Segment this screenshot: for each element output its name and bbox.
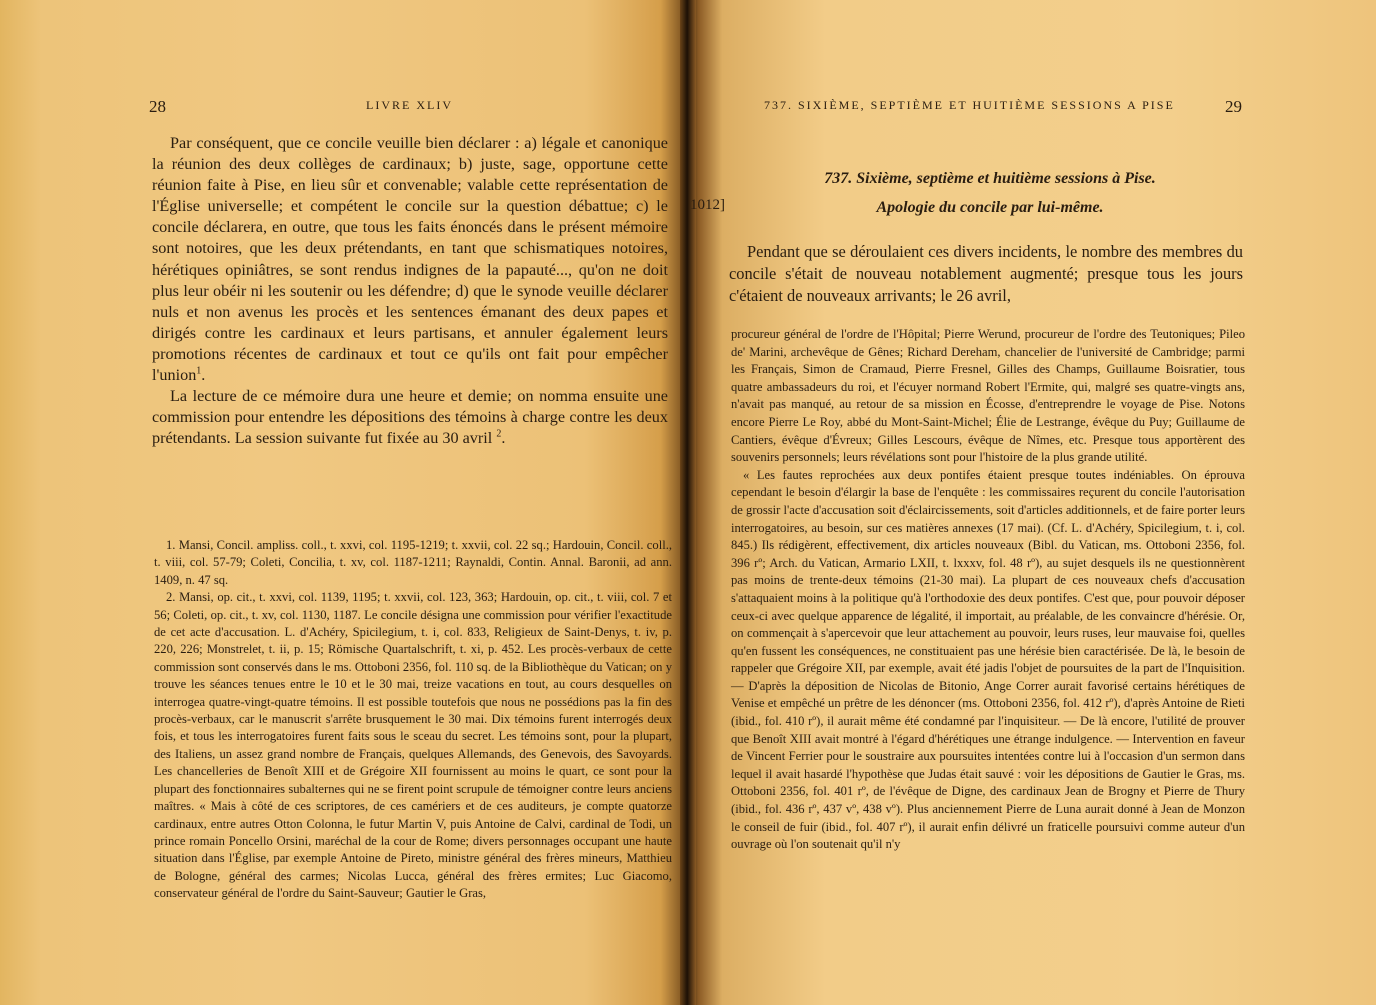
left-body-paragraph-1: Par conséquent, que ce concile veuille bien déclarer : a) légale et canonique la réunion des deux collèges de cardinaux; b) juste, sage, opportune cette réunion faite à Pise, en lieu sûr et convenable; valable cette représentation de l'Église universelle; et compétent le concile sur la question débattue; c) le concile déclarera, en outre, que tous les faits énoncés dans le présent mémoire sont notoires, que les deux prétendants, en tant que schismatiques notoires, hérétiques opiniâtres, se sont rendus indignes de la papauté..., qu'on ne doit plus leur obéir ni les soutenir ou les défendre; d) que le synode veuille déclarer nuls et non avenus les procès et les sentences émanant des deux papes et dirigés contre les cardinaux et leurs partisans, et annuler également leurs promotions récentes de cardinaux et tout ce qu'ils ont fait pour empêcher l'union$^1$. — [152, 134, 668, 385]
left-running-head: LIVRE XLIV — [366, 98, 453, 112]
book-gutter — [680, 0, 696, 1005]
left-body-text — [152, 133, 668, 449]
section-title-line-1: 737. Sixième, septième et huitième sessions à Pise. — [824, 170, 1156, 187]
section-title — [770, 164, 1210, 222]
right-footnotes — [731, 326, 1245, 854]
right-running-head: 737. SIXIÈME, SEPTIÈME ET HUITIÈME SESSIONS A PISE — [764, 98, 1175, 112]
left-footnotes — [154, 537, 672, 903]
footnote-quote: « Les fautes reprochées aux deux pontifes étaient presque toutes indéniables. On éprouva cependant le besoin d'élargir la base de l'enquête : les commissaires reçurent du concile l'autorisation de grossir l'acte d'accusation soit d'éclaircissements, soit d'articles additionnels, et de faire porter leurs interrogatoires, au besoin, sur ces matières annexes (17 mai). (Cf. L. d'Achéry, Spicilegium, t. i, col. 845.) Ils rédigèrent, effectivement, dix articles nouveaux (Bibl. du Vatican, ms. Ottoboni 2356, fol. 396 rº; Arch. du Vatican, Armario LXII, t. lxxxv, fol. 48 rº), au sujet desquels ils ne questionnèrent pas moins de trente-deux témoins (21-30 mai). La plupart de ces nouveaux chefs d'accusation s'attaquaient moins à la politique qu'à l'orthodoxie des deux pontifes. C'est que, pour pouvoir déposer ceux-ci avec quelque apparence de légalité, il importait, au préalable, de les convaincre d'hérésie. Or, on commençait à s'apercevoir que leur attachement au pouvoir, leurs ruses, leur mauvaise foi, quelles qu'en fussent les conséquences, ne constituaient pas une hérésie bien caractérisée. De là, le besoin de rappeler que Grégoire XII, par exemple, avait été jadis l'objet de poursuites de la part de l'Inquisition. — D'après la déposition de Nicolas de Bitonio, Ange Correr aurait favorisé certains hérétiques de Venise et empêché un prêtre de les dénoncer (ms. Ottoboni 2356, fol. 412 rº), d'après Antoine de Rieti (ibid., fol. 410 rº), il aurait même été condamné par l'inquisiteur. — De là encore, l'utilité de prouver que Benoît XIII avait montré à l'égard d'hérétiques une étrange indulgence. — Intervention en faveur de Vincent Ferrier pour le soustraire aux poursuites intentées contre lui à l'occasion d'un sermon dans lequel il avait hasardé l'hypothèse que Judas était sauvé : voir les dépositions de Gautier le Gras, ms. Ottoboni 2356, fol. 401 rº, de l'évêque de Digne, des cardinaux Jean de Brogny et Pierre de Thury (ibid., fol. 436 rº, 437 vº, 438 vº). Plus anciennement Pierre de Luna aurait donné à Jean de Monzon le conseil de fuir (ibid., fol. 407 rº), il aurait enfin délivré un fraticelle poursuivi comme auteur d'un ouvrage où l'on soutenait qu'il n'y — [731, 467, 1245, 852]
left-page-number: 28 — [149, 97, 166, 116]
note-ref-2: 2 — [496, 428, 502, 440]
left-body-paragraph-2: La lecture de ce mémoire dura une heure et demie; on nomma ensuite une commission pour entendre les dépositions des témoins à charge contre les deux prétendants. La session suivante fut fixée au 30 avril $^2$. — [152, 387, 668, 448]
footnote-continuation: procureur général de l'ordre de l'Hôpital; Pierre Werund, procureur de l'ordre des Teutoniques; Pileo de' Marini, archevêque de Gênes; Richard Dereham, chancelier de l'université de Cambridge; parmi les Français, Simon de Cramaud, Pierre Fresnel, Gilles des Champs, Guillaume Boisratier, tous quatre ambassadeurs du roi, et l'écuyer normand Robert l'Ermite, qui, malgré ses quatre-vingts ans, n'avait pas manqué, au retour de sa mission en Écosse, d'entreprendre le voyage de Pise. Notons encore Pierre Le Roy, abbé du Mont-Saint-Michel; Élie de Lestrange, évêque du Puy; Guillaume de Cantiers, évêque d'Évreux; Gilles Lescours, évêque de Nîmes, etc. Presque tous apportèrent des souvenirs personnels; leurs révélations sont pour l'histoire de la plus grande utilité. — [731, 327, 1245, 465]
footnote-2: 2. Mansi, op. cit., t. xxvi, col. 1139, 1195; t. xxvii, col. 123, 363; Hardouin, op. cit., t. viii, col. 7 et 56; Coleti, op. cit., t. xv, col. 1130, 1187. Le concile désigna une commission pour vérifier l'exactitude de cet acte d'accusation. L. d'Achéry, Spicilegium, t. i, col. 833, Religieux de Saint-Denys, t. iv, p. 220, 226; Monstrelet, t. ii, p. 15; Römische Quartalschrift, t. xi, p. 452. Les procès-verbaux de cette commission sont conservés dans le ms. Ottoboni 2356, fol. 110 sq. de la Bibliothèque du Vatican; on y trouve les séances tenues entre le 10 et le 30 mai, treize vacations en tout, au cours desquelles on interrogea quatre-vingt-quatre témoins. Il est possible toutefois que nous ne possédions pas la fin des procès-verbaux, car le manuscrit s'arrête brusquement le 30 mai. Dix témoins furent interrogés deux fois, et tous les interrogatoires furent faits sous le sceau du secret. Les témoins sont, pour la plupart, des Italiens, un assez grand nombre de Français, quelques Allemands, des Genevois, des Savoyards. Les chancelleries de Benoît XIII et de Grégoire XII fournissent au moins le quart, ce sont pour la plupart des fonctionnaires subalternes qui ne se firent point scrupule de témoigner contre leurs anciens maîtres. « Mais à côté de ces scriptores, de ces camériers et de ces auditeurs, je compte quatorze cardinaux, entre autres Otton Colonna, le futur Martin V, puis Antoine de Calvi, cardinal de Todi, un prince romain Poncello Orsini, maréchal de la cour de Rome; divers personnages occupant une haute situation dans l'Église, par exemple Antoine de Pireto, ministre général des frères mineurs, Matthieu de Bologne, général des carmes; Nicolas Lucca, général des frères ermites; Luc Giacomo, conservateur général de l'ordre du Saint-Sauveur; Gautier le Gras, — [154, 590, 672, 901]
margin-reference: 1012] — [690, 197, 725, 213]
section-title-line-2: Apologie du concile par lui-même. — [876, 199, 1104, 216]
note-ref-1: 1 — [196, 365, 202, 377]
right-body-paragraph: Pendant que se déroulaient ces divers incidents, le nombre des membres du concile s'était de nouveau notablement augmenté; presque tous les jours c'étaient de nouveaux arrivants; le 26 avril, — [729, 242, 1243, 305]
right-body-text — [729, 241, 1243, 307]
footnote-1: 1. Mansi, Concil. ampliss. coll., t. xxvi, col. 1195-1219; t. xxvii, col. 22 sq.; Hardouin, Concil. coll., t. viii, col. 57-79; Coleti, Concilia, t. xv, col. 1187-1211; Raynaldi, Contin. Annal. Baronii, ad ann. 1409, n. 47 sq. — [154, 538, 672, 587]
right-page-number: 29 — [1225, 97, 1242, 116]
